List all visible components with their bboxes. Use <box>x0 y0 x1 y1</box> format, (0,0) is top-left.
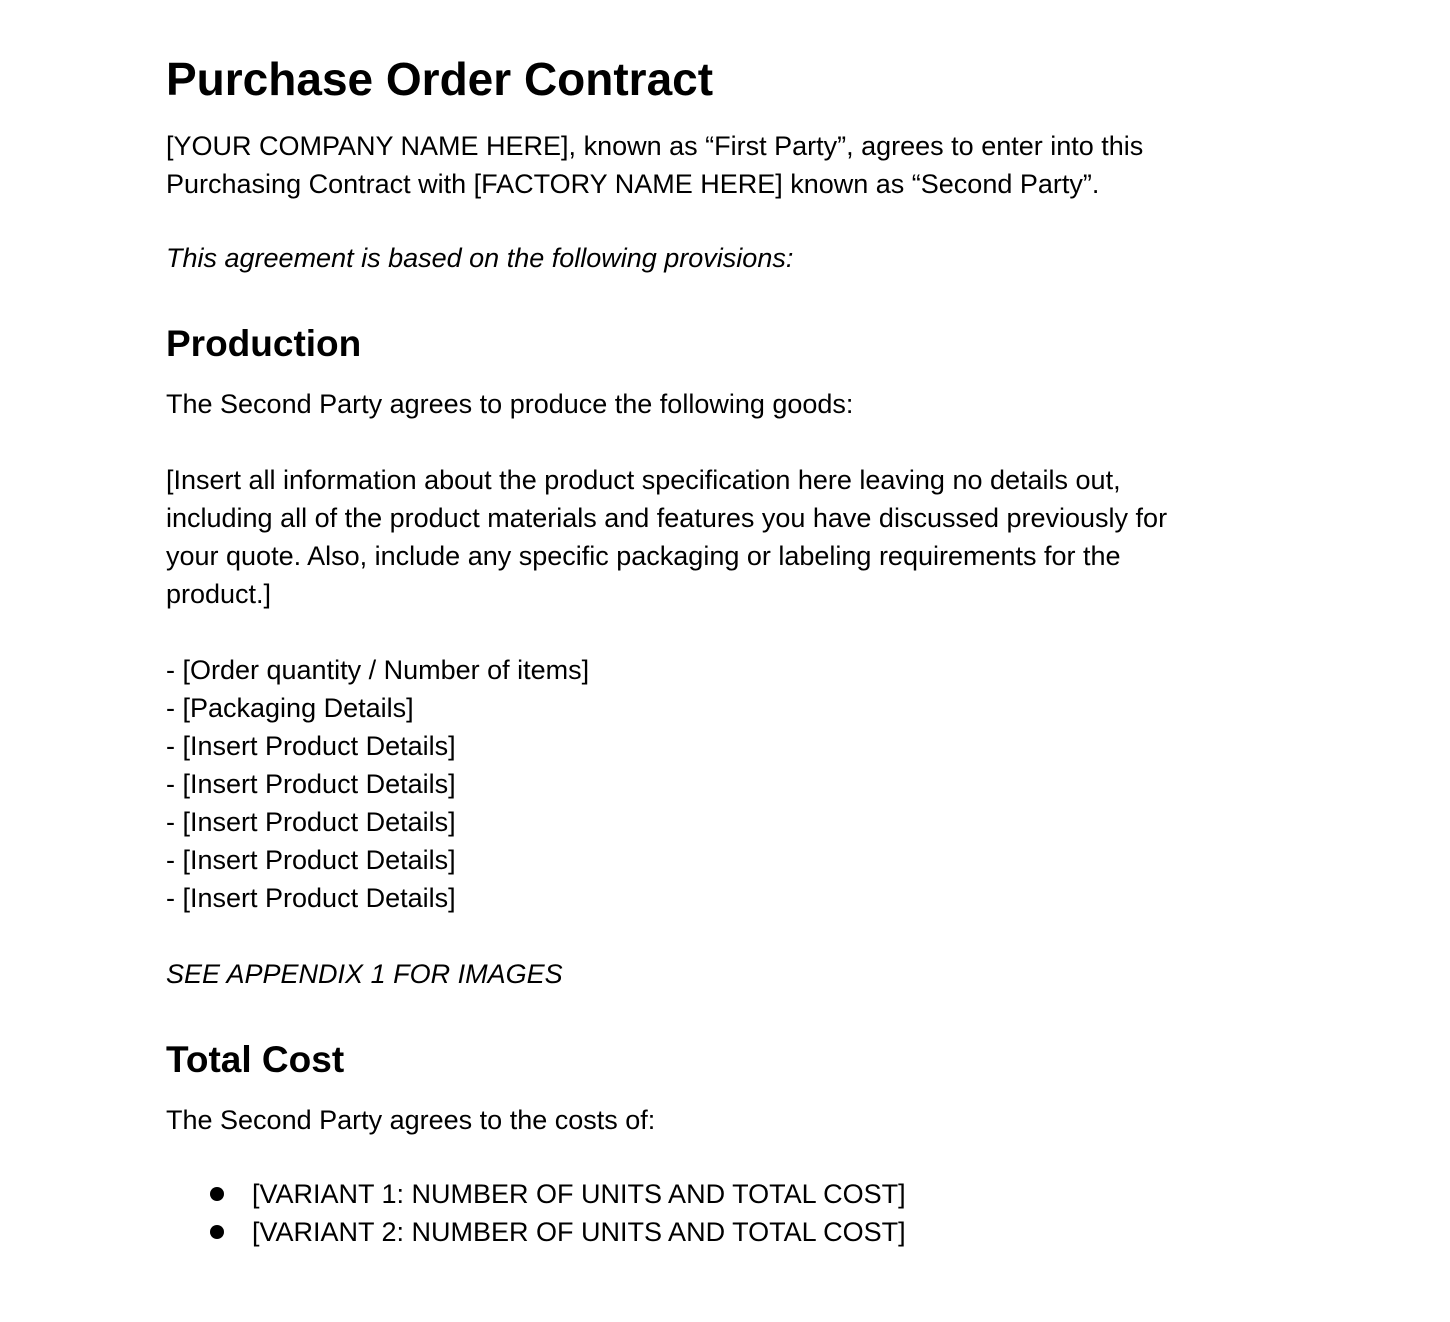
list-item: - [Insert Product Details] <box>166 883 456 913</box>
appendix-note: SEE APPENDIX 1 FOR IMAGES <box>166 959 563 989</box>
list-item: - [Insert Product Details] <box>166 845 456 875</box>
instruction-line: including all of the product materials and features you have discussed previously for <box>166 503 1168 533</box>
intro-paragraph <box>166 127 1143 203</box>
total-cost-lead: The Second Party agrees to the costs of: <box>166 1105 656 1135</box>
list-item: - [Insert Product Details] <box>166 731 456 761</box>
intro-line: Purchasing Contract with [FACTORY NAME HERE] known as “Second Party”. <box>166 169 1100 199</box>
list-item: - [Insert Product Details] <box>166 769 456 799</box>
bullet-icon <box>210 1187 224 1201</box>
section-heading-total-cost: Total Cost <box>166 1039 345 1080</box>
instruction-line: your quote. Also, include any specific packaging or labeling requirements for the <box>166 541 1121 571</box>
section-heading-production: Production <box>166 323 362 364</box>
intro-line: [YOUR COMPANY NAME HERE], known as “First Party”, agrees to enter into this <box>166 131 1144 161</box>
list-item <box>210 1175 906 1213</box>
production-instructions <box>166 461 1167 613</box>
instruction-line: product.] <box>166 579 272 609</box>
bullet-icon <box>210 1225 224 1239</box>
variants-list <box>210 1175 906 1251</box>
list-item <box>210 1213 906 1251</box>
production-items-list <box>166 651 589 917</box>
variant-text: [VARIANT 2: NUMBER OF UNITS AND TOTAL COST] <box>252 1217 906 1247</box>
list-item: - [Packaging Details] <box>166 693 414 723</box>
list-item: - [Insert Product Details] <box>166 807 456 837</box>
production-lead: The Second Party agrees to produce the following goods: <box>166 389 854 419</box>
instruction-line: [Insert all information about the product specification here leaving no details out, <box>166 465 1121 495</box>
page-title: Purchase Order Contract <box>166 53 714 105</box>
variant-text: [VARIANT 1: NUMBER OF UNITS AND TOTAL COST] <box>252 1179 906 1209</box>
list-item: - [Order quantity / Number of items] <box>166 655 590 685</box>
provisions-note: This agreement is based on the following provisions: <box>166 243 794 273</box>
